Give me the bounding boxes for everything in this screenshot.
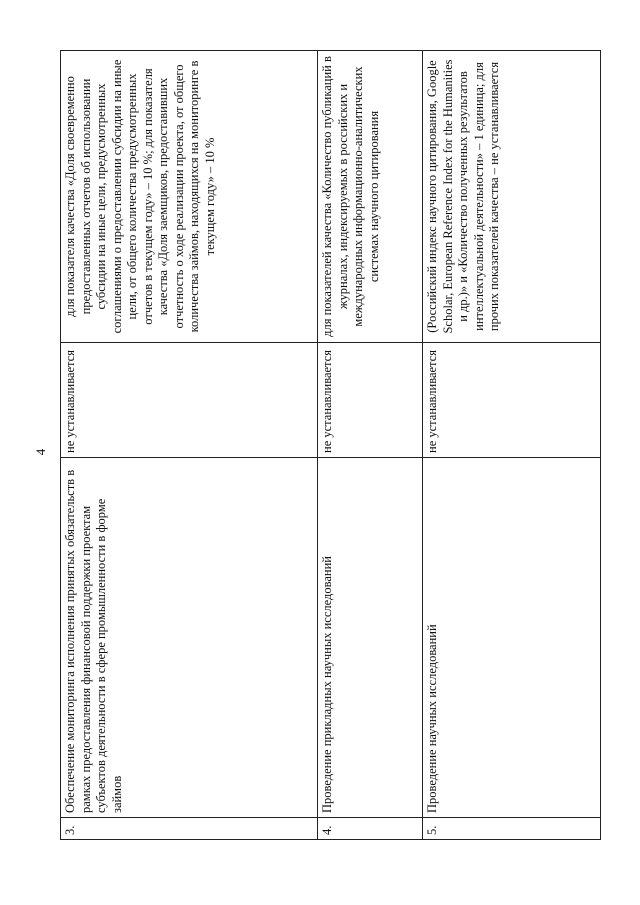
rotated-table-container (60, 50, 600, 840)
requirements-table (60, 50, 601, 840)
norm-cell: не устанавливается (318, 343, 423, 458)
table-row (423, 51, 601, 840)
indicator-cell: для показателей качества «Количество публикаций в журналах, индексируемых в российских и международных информационно-аналитических системах научного цитирования (318, 51, 423, 343)
table-row (318, 51, 423, 840)
work-name-cell: Проведение прикладных научных исследований (318, 458, 423, 818)
indicator-cell: для показателя качества «Доля своевременно предоставленных отчетов об использовании субсидии на иные цели, предусмотренных соглашениями о предоставлении субсидии на иные цели, от общего количества предусмотренных отчетов в текущем году» – 10 %; для показателя качества «Доля заемщиков, предоставивших отчетность о ходе реализации проекта, от общего количества займов, находящихся на мониторинге в текущем году» – 10 % (61, 51, 318, 343)
row-number: 3. (61, 818, 318, 840)
row-number: 4. (318, 818, 423, 840)
norm-cell: не устанавливается (423, 343, 601, 458)
work-name-cell: Проведение научных исследований (423, 458, 601, 818)
norm-cell: не устанавливается (61, 343, 318, 458)
work-name-cell: Обеспечение мониторинга исполнения принятых обязательств в рамках предоставления финансовой поддержки проектам субъектов деятельности в сфере промышленности в форме займов (61, 458, 318, 818)
page-number: 4 (33, 448, 48, 456)
indicator-cell: (Российский индекс научного цитирования, Google Scholar, European Reference Index for the Humanities и др.)» и «Количество полученных результатов интеллектуальной деятельности» – 1 единица; для прочих показателей качества – не устанавливается (423, 51, 601, 343)
table-row (61, 51, 318, 840)
row-number: 5. (423, 818, 601, 840)
